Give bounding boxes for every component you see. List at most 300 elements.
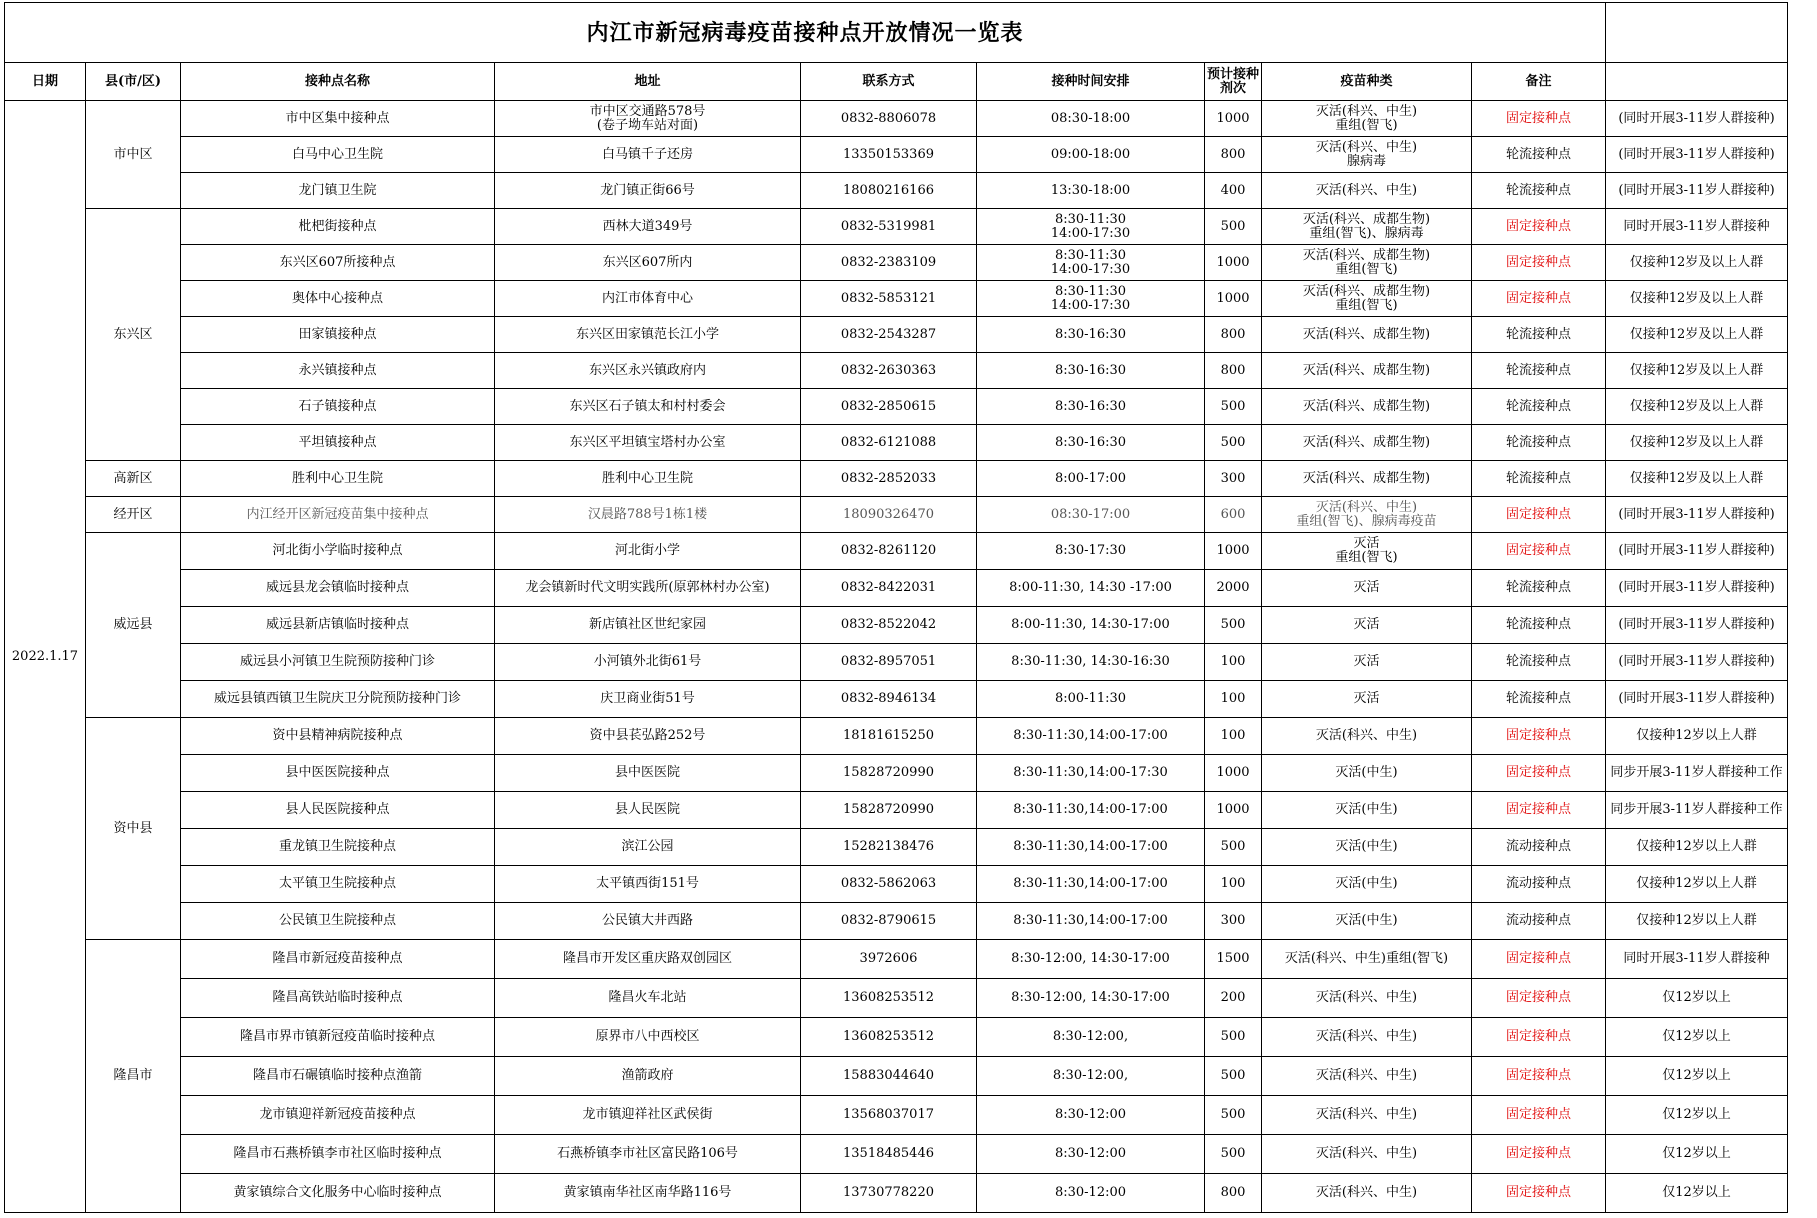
table-row [5,173,1788,209]
address-cell-line: 东兴区607所内 [602,254,693,270]
schedule-cell-line: 09:00-18:00 [1050,146,1131,162]
note-cell: 仅接种12岁以上人群 [1606,829,1788,866]
vaccine-cell-line: 灭活(科兴、成都生物) [1302,398,1431,414]
note-cell: 仅12岁以上 [1606,979,1788,1018]
schedule-cell [977,317,1205,353]
address-cell-line: 原界市八中西校区 [595,1029,700,1044]
address-cell [495,353,801,389]
schedule-cell-line: 8:30-16:30 [1054,398,1127,414]
remark-cell: 固定接种点 [1472,940,1606,979]
site-name-cell: 太平镇卫生院接种点 [181,866,495,903]
estimate-cell: 800 [1205,317,1262,353]
address-cell [495,497,801,533]
vaccine-cell-line: 灭活(科兴、成都生物) [1302,326,1431,342]
remark-cell: 固定接种点 [1472,1135,1606,1174]
address-cell-line: 公民镇大井西路 [601,913,693,928]
estimate-cell: 500 [1205,209,1262,245]
vaccine-cell-line: 灭活(中生) [1335,876,1398,891]
vaccine-cell [1262,533,1472,570]
address-cell-line: 东兴区永兴镇政府内 [588,362,706,378]
contact-cell: 0832-8957051 [801,644,977,681]
estimate-cell: 1000 [1205,533,1262,570]
address-cell-line: 内江市体育中心 [601,290,693,306]
site-name-cell: 隆昌高铁站临时接种点 [181,979,495,1018]
vaccine-cell [1262,644,1472,681]
address-cell [495,570,801,607]
schedule-cell [977,903,1205,940]
vaccine-cell [1262,281,1472,317]
contact-cell: 15828720990 [801,755,977,792]
remark-cell: 固定接种点 [1472,1057,1606,1096]
address-cell [495,461,801,497]
estimate-cell: 500 [1205,1096,1262,1135]
contact-cell: 0832-5319981 [801,209,977,245]
vaccine-cell-line: 灭活 [1353,617,1380,632]
address-cell [495,245,801,281]
address-cell [495,389,801,425]
address-cell-line: (卷子坳车站对面) [596,117,699,133]
address-cell [495,829,801,866]
address-cell-line: 西林大道349号 [602,218,693,234]
estimate-cell: 800 [1205,137,1262,173]
estimate-cell: 200 [1205,979,1262,1018]
address-cell-line: 白马镇千子还房 [601,146,693,162]
estimate-cell: 1000 [1205,101,1262,137]
schedule-cell [977,425,1205,461]
date-cell: 2022.1.17 [5,101,86,1213]
estimate-cell: 1000 [1205,792,1262,829]
schedule-cell [977,607,1205,644]
address-cell-line: 渔箭政府 [621,1068,674,1083]
vaccine-cell [1262,1096,1472,1135]
site-name-cell: 隆昌市界市镇新冠疫苗临时接种点 [181,1018,495,1057]
site-name-cell: 公民镇卫生院接种点 [181,903,495,940]
note-cell: (同时开展3-11岁人群接种) [1606,570,1788,607]
remark-cell: 流动接种点 [1472,903,1606,940]
address-cell [495,681,801,718]
vaccine-cell [1262,101,1472,137]
schedule-cell [977,570,1205,607]
vaccine-cell [1262,681,1472,718]
schedule-cell [977,681,1205,718]
table-row [5,1057,1788,1096]
schedule-cell-line: 8:30-12:00, 14:30-17:00 [1011,951,1170,966]
vaccine-cell [1262,792,1472,829]
remark-cell: 固定接种点 [1472,792,1606,829]
address-cell [495,866,801,903]
note-cell: (同时开展3-11岁人群接种) [1606,137,1788,173]
table-row [5,755,1788,792]
table-row [5,533,1788,570]
vaccine-cell-line: 灭活 [1353,691,1380,706]
address-cell-line: 汉晨路788号1栋1楼 [587,506,708,522]
site-name-cell: 隆昌市新冠疫苗接种点 [181,940,495,979]
address-cell-line: 小河镇外北街61号 [593,654,702,669]
schedule-cell [977,718,1205,755]
address-cell [495,979,801,1018]
vaccine-cell-line: 灭活(科兴、中生) [1315,139,1418,155]
note-cell: 仅12岁以上 [1606,1096,1788,1135]
address-cell-line: 河北街小学 [614,543,680,558]
schedule-cell [977,866,1205,903]
contact-cell: 0832-2850615 [801,389,977,425]
note-cell: (同时开展3-11岁人群接种) [1606,533,1788,570]
note-cell: 仅接种12岁及以上人群 [1606,353,1788,389]
vaccine-cell-line: 灭活(中生) [1335,802,1398,817]
county-cell: 威远县 [86,533,181,718]
vaccine-cell-line: 重组(智飞) [1335,261,1398,277]
remark-cell: 固定接种点 [1472,979,1606,1018]
estimate-cell: 300 [1205,461,1262,497]
remark-cell: 轮流接种点 [1472,461,1606,497]
schedule-cell-line: 8:30-12:00, 14:30-17:00 [1011,990,1170,1005]
schedule-cell [977,755,1205,792]
site-name-cell: 胜利中心卫生院 [181,461,495,497]
site-name-cell: 资中县精神病院接种点 [181,718,495,755]
vaccine-cell-line: 灭活(中生) [1335,765,1398,780]
schedule-cell-line: 08:30-17:00 [1050,506,1131,522]
site-name-cell: 威远县新店镇临时接种点 [181,607,495,644]
site-name-cell: 隆昌市石燕桥镇李市社区临时接种点 [181,1135,495,1174]
contact-cell: 15828720990 [801,792,977,829]
schedule-cell-line: 14:00-17:30 [1050,261,1131,277]
site-name-cell: 威远县镇西镇卫生院庆卫分院预防接种门诊 [181,681,495,718]
vaccine-cell-line: 灭活(中生) [1335,839,1398,854]
note-cell: 仅12岁以上 [1606,1135,1788,1174]
address-cell-line: 县中医医院 [614,765,680,780]
remark-cell: 固定接种点 [1472,101,1606,137]
contact-cell: 0832-2383109 [801,245,977,281]
vaccine-cell [1262,461,1472,497]
contact-cell: 18090326470 [801,497,977,533]
vaccine-cell-line: 灭活 [1353,536,1380,551]
vaccine-cell-line: 灭活(科兴、成都生物) [1302,211,1431,227]
vaccine-cell-line: 灭活(科兴、中生) [1315,1029,1418,1044]
schedule-cell [977,644,1205,681]
site-name-cell: 黄家镇综合文化服务中心临时接种点 [181,1174,495,1213]
header-county: 县(市/区) [86,63,181,101]
site-name-cell: 龙市镇迎祥新冠疫苗接种点 [181,1096,495,1135]
schedule-cell [977,533,1205,570]
schedule-cell [977,1135,1205,1174]
address-cell [495,533,801,570]
table-row [5,792,1788,829]
address-cell-line: 资中县苌弘路252号 [589,728,706,743]
schedule-cell-line: 8:30-16:30 [1054,326,1127,342]
header-site-name: 接种点名称 [181,63,495,101]
site-name-cell: 东兴区607所接种点 [181,245,495,281]
estimate-cell: 1500 [1205,940,1262,979]
address-cell [495,1018,801,1057]
schedule-cell-line: 8:30-12:00, [1052,1068,1129,1083]
contact-cell: 13608253512 [801,1018,977,1057]
schedule-cell [977,101,1205,137]
schedule-cell [977,281,1205,317]
note-cell: (同时开展3-11岁人群接种) [1606,644,1788,681]
remark-cell: 固定接种点 [1472,755,1606,792]
table-row [5,1018,1788,1057]
site-name-cell: 市中区集中接种点 [181,101,495,137]
address-cell-line: 隆昌市开发区重庆路双创园区 [562,951,732,966]
address-cell-line: 东兴区平坦镇宝塔村办公室 [569,434,726,450]
remark-cell: 轮流接种点 [1472,681,1606,718]
address-cell [495,173,801,209]
remark-cell: 轮流接种点 [1472,389,1606,425]
vaccine-cell [1262,317,1472,353]
address-cell [495,644,801,681]
remark-cell: 流动接种点 [1472,866,1606,903]
address-cell-line: 东兴区田家镇范长江小学 [575,326,719,342]
schedule-cell-line: 8:00-11:30, 14:30 -17:00 [1009,580,1172,595]
table-row [5,461,1788,497]
remark-cell: 固定接种点 [1472,1174,1606,1213]
vaccine-cell [1262,209,1472,245]
contact-cell: 0832-5862063 [801,866,977,903]
contact-cell: 0832-8806078 [801,101,977,137]
vaccine-cell-line: 灭活 [1353,654,1380,669]
schedule-cell-line: 8:30-11:30,14:00-17:00 [1013,802,1168,817]
note-cell: (同时开展3-11岁人群接种) [1606,681,1788,718]
site-name-cell: 白马中心卫生院 [181,137,495,173]
note-cell: (同时开展3-11岁人群接种) [1606,607,1788,644]
vaccine-cell [1262,718,1472,755]
contact-cell: 13730778220 [801,1174,977,1213]
remark-cell: 固定接种点 [1472,718,1606,755]
remark-cell: 流动接种点 [1472,829,1606,866]
remark-cell: 轮流接种点 [1472,317,1606,353]
address-cell-line: 石燕桥镇李市社区富民路106号 [557,1146,738,1161]
table-row [5,425,1788,461]
header-date: 日期 [5,63,86,101]
address-cell [495,940,801,979]
estimate-cell: 800 [1205,353,1262,389]
remark-cell: 固定接种点 [1472,1018,1606,1057]
address-cell [495,607,801,644]
estimate-cell: 500 [1205,1018,1262,1057]
site-name-cell: 重龙镇卫生院接种点 [181,829,495,866]
vaccine-cell [1262,607,1472,644]
vaccine-cell-line: 灭活(科兴、中生) [1315,1107,1418,1122]
contact-cell: 0832-8946134 [801,681,977,718]
note-cell: 仅12岁以上 [1606,1057,1788,1096]
note-cell: 同步开展3-11岁人群接种工作 [1606,792,1788,829]
table-row [5,681,1788,718]
schedule-cell-line: 8:30-12:00 [1054,1146,1127,1161]
vaccine-cell-line: 灭活(科兴、中生) [1315,499,1418,515]
estimate-cell: 2000 [1205,570,1262,607]
schedule-cell [977,792,1205,829]
schedule-cell [977,137,1205,173]
table-row [5,209,1788,245]
schedule-cell [977,389,1205,425]
address-cell-line: 隆昌火车北站 [608,990,687,1005]
vaccine-cell [1262,353,1472,389]
site-name-cell: 永兴镇接种点 [181,353,495,389]
schedule-cell-line: 8:30-11:30 [1054,247,1127,263]
address-cell [495,101,801,137]
note-cell: 仅接种12岁以上人群 [1606,718,1788,755]
contact-cell: 0832-6121088 [801,425,977,461]
estimate-cell: 500 [1205,1135,1262,1174]
note-cell: 同时开展3-11岁人群接种 [1606,209,1788,245]
vaccine-cell-line: 重组(智飞) [1335,550,1398,565]
note-cell: (同时开展3-11岁人群接种) [1606,101,1788,137]
address-cell [495,1174,801,1213]
schedule-cell [977,829,1205,866]
vaccine-cell [1262,1018,1472,1057]
note-cell: 仅接种12岁以上人群 [1606,903,1788,940]
address-cell [495,425,801,461]
schedule-cell-line: 14:00-17:30 [1050,225,1131,241]
note-cell: (同时开展3-11岁人群接种) [1606,497,1788,533]
county-cell: 资中县 [86,718,181,940]
schedule-cell-line: 8:30-11:30,14:00-17:00 [1013,728,1168,743]
contact-cell: 0832-2543287 [801,317,977,353]
address-cell-line: 滨江公园 [621,839,674,854]
schedule-cell [977,1018,1205,1057]
site-name-cell: 县中医医院接种点 [181,755,495,792]
schedule-cell-line: 8:30-16:30 [1054,434,1127,450]
header-contact: 联系方式 [801,63,977,101]
schedule-cell [977,497,1205,533]
vaccine-cell-line: 重组(智飞)、腺病毒疫苗 [1296,513,1437,529]
table-row [5,607,1788,644]
contact-cell: 0832-8522042 [801,607,977,644]
vaccine-cell [1262,903,1472,940]
remark-cell: 轮流接种点 [1472,607,1606,644]
schedule-cell-line: 8:30-11:30,14:00-17:00 [1013,839,1168,854]
contact-cell: 0832-8261120 [801,533,977,570]
remark-cell: 固定接种点 [1472,209,1606,245]
contact-cell: 15282138476 [801,829,977,866]
address-cell [495,209,801,245]
vaccine-cell-line: 灭活(科兴、成都生物) [1302,247,1431,263]
remark-cell: 固定接种点 [1472,497,1606,533]
remark-cell: 固定接种点 [1472,1096,1606,1135]
address-cell-line: 龙会镇新时代文明实践所(原郭林村办公室) [525,580,770,595]
vaccine-cell-line: 灭活(科兴、中生) [1315,1068,1418,1083]
schedule-cell-line: 8:00-11:30, 14:30-17:00 [1011,617,1170,632]
remark-cell: 固定接种点 [1472,281,1606,317]
page-title: 内江市新冠病毒疫苗接种点开放情况一览表 [5,3,1606,63]
site-name-cell: 内江经开区新冠疫苗集中接种点 [181,497,495,533]
contact-cell: 0832-8790615 [801,903,977,940]
table-row [5,281,1788,317]
site-name-cell: 威远县龙会镇临时接种点 [181,570,495,607]
estimate-cell: 300 [1205,903,1262,940]
contact-cell: 13568037017 [801,1096,977,1135]
county-cell: 高新区 [86,461,181,497]
county-cell: 东兴区 [86,209,181,461]
vaccine-cell-line: 灭活(科兴、成都生物) [1302,470,1431,486]
schedule-cell-line: 8:30-11:30,14:00-17:30 [1013,765,1168,780]
county-cell: 市中区 [86,101,181,209]
vaccine-cell-line: 灭活(科兴、中生) [1315,990,1418,1005]
remark-cell: 固定接种点 [1472,245,1606,281]
table-row [5,644,1788,681]
schedule-cell-line: 8:30-11:30 [1054,283,1127,299]
contact-cell: 0832-2852033 [801,461,977,497]
contact-cell: 18080216166 [801,173,977,209]
note-cell: 仅接种12岁以上人群 [1606,866,1788,903]
estimate-cell: 400 [1205,173,1262,209]
estimate-cell: 1000 [1205,755,1262,792]
schedule-cell-line: 08:30-18:00 [1050,110,1131,126]
schedule-cell [977,1057,1205,1096]
vaccine-cell-line: 灭活(科兴、中生) [1315,103,1418,119]
table-row [5,866,1788,903]
table-row [5,979,1788,1018]
note-cell: 仅接种12岁及以上人群 [1606,389,1788,425]
header-extra [1606,63,1788,101]
address-cell [495,792,801,829]
title-blank-cell [1606,3,1788,63]
schedule-cell-line: 8:30-12:00, [1052,1029,1129,1044]
schedule-cell-line: 8:30-12:00 [1054,1107,1127,1122]
estimate-cell: 500 [1205,829,1262,866]
vaccine-cell-line: 灭活(科兴、中生) [1315,728,1418,743]
vaccine-cell-line: 灭活(科兴、中生) [1315,1185,1418,1200]
contact-cell: 0832-8422031 [801,570,977,607]
county-cell: 隆昌市 [86,940,181,1213]
vaccine-cell-line: 重组(智飞)、腺病毒 [1309,225,1424,241]
vaccine-cell [1262,173,1472,209]
vaccine-cell [1262,497,1472,533]
table-row [5,1135,1788,1174]
remark-cell: 轮流接种点 [1472,173,1606,209]
remark-cell: 轮流接种点 [1472,353,1606,389]
county-cell: 经开区 [86,497,181,533]
address-cell-line: 太平镇西街151号 [596,876,699,891]
address-cell [495,903,801,940]
estimate-cell: 100 [1205,681,1262,718]
schedule-cell [977,940,1205,979]
table-row [5,570,1788,607]
vaccine-cell-line: 腺病毒 [1346,153,1386,169]
header-vaccine: 疫苗种类 [1262,63,1472,101]
contact-cell: 18181615250 [801,718,977,755]
schedule-cell-line: 8:30-11:30,14:00-17:00 [1013,876,1168,891]
vaccine-cell-line: 重组(智飞) [1335,117,1398,133]
note-cell: 仅12岁以上 [1606,1174,1788,1213]
vaccine-cell [1262,570,1472,607]
vaccination-sites-table [4,2,1788,1213]
site-name-cell: 石子镇接种点 [181,389,495,425]
table-row [5,101,1788,137]
vaccine-cell-line: 灭活(中生) [1335,913,1398,928]
header-estimate: 预计接种剂次 [1205,63,1262,101]
address-cell-line: 胜利中心卫生院 [601,470,693,486]
site-name-cell: 县人民医院接种点 [181,792,495,829]
schedule-cell-line: 8:30-11:30,14:00-17:00 [1013,913,1168,928]
vaccine-cell [1262,1135,1472,1174]
estimate-cell: 100 [1205,718,1262,755]
schedule-cell [977,353,1205,389]
address-cell-line: 龙门镇正街66号 [600,182,695,198]
address-cell [495,1135,801,1174]
contact-cell: 15883044640 [801,1057,977,1096]
address-cell [495,137,801,173]
address-cell [495,1057,801,1096]
schedule-cell [977,209,1205,245]
contact-cell: 13350153369 [801,137,977,173]
schedule-cell-line: 8:30-11:30, 14:30-16:30 [1011,654,1170,669]
remark-cell: 轮流接种点 [1472,570,1606,607]
vaccine-cell-line: 灭活(科兴、成都生物) [1302,434,1431,450]
schedule-cell [977,173,1205,209]
schedule-cell-line: 13:30-18:00 [1050,182,1131,198]
vaccine-cell [1262,755,1472,792]
